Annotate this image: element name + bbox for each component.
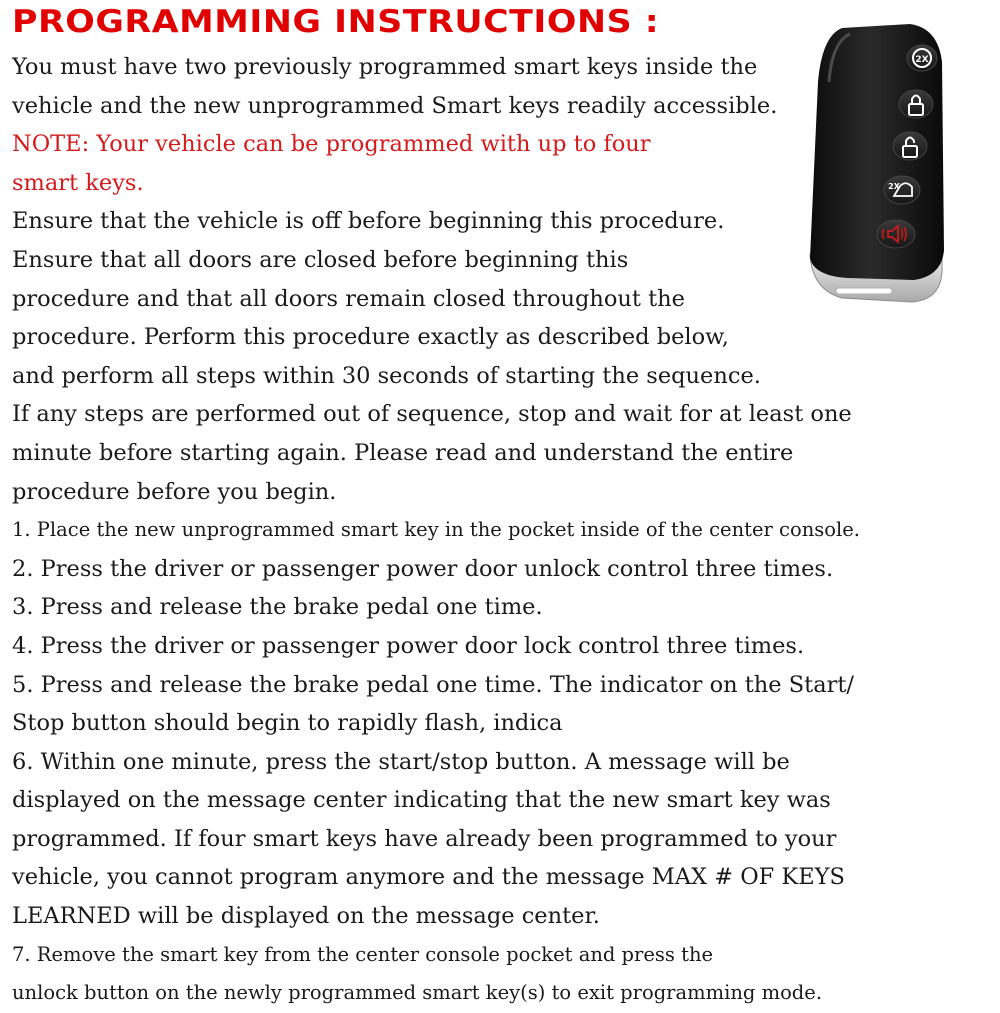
note-line-1: NOTE: Your vehicle can be programmed with up to four: [12, 131, 651, 158]
step-6-line-2: displayed on the message center indicating that the new smart key was: [12, 787, 831, 814]
step-6-line-5: LEARNED will be displayed on the message center.: [12, 903, 600, 930]
intro-line-1: You must have two previously programmed smart keys inside the: [12, 54, 758, 80]
step-6-line-3: programmed. If four smart keys have already been programmed to your: [12, 825, 837, 852]
svg-text:2X: 2X: [915, 55, 929, 65]
body-line-3: procedure and that all doors remain closed throughout the: [12, 285, 685, 312]
step-5-line-2: Stop button should begin to rapidly flash, indica: [12, 710, 563, 737]
step-2: 2. Press the driver or passenger power door unlock control three times.: [12, 555, 834, 582]
step-6-line-4: vehicle, you cannot program anymore and the message MAX # OF KEYS: [12, 864, 845, 891]
body-line-5: and perform all steps within 30 seconds of starting the sequence.: [12, 362, 761, 389]
step-1: 1. Place the new unprogrammed smart key in the pocket inside of the center console.: [12, 518, 860, 542]
intro-line-2: vehicle and the new unprogrammed Smart keys readily accessible.: [12, 92, 778, 119]
smart-key-fob-image: [802, 22, 952, 312]
svg-text:2X: 2X: [888, 182, 900, 191]
note-line-2: smart keys.: [12, 169, 144, 196]
remote-start-button: [907, 45, 937, 71]
trunk-button: [884, 176, 920, 204]
panic-button: [877, 220, 915, 248]
body-line-6: If any steps are performed out of sequence, stop and wait for at least one: [12, 401, 852, 428]
lock-button: [899, 90, 933, 118]
step-6-line-1: 6. Within one minute, press the start/stop button. A message will be: [12, 748, 790, 775]
body-line-8: procedure before you begin.: [12, 478, 337, 505]
body-line-7: minute before starting again. Please read and understand the entire: [12, 439, 794, 466]
body-line-1: Ensure that the vehicle is off before beginning this procedure.: [12, 208, 725, 235]
body-line-2: Ensure that all doors are closed before beginning this: [12, 246, 629, 273]
unlock-button: [893, 132, 927, 160]
step-7-line-1: 7. Remove the smart key from the center console pocket and press the: [12, 942, 714, 966]
instruction-title: PROGRAMMING INSTRUCTIONS :: [12, 4, 660, 40]
step-5-line-1: 5. Press and release the brake pedal one time. The indicator on the Start/: [12, 671, 855, 698]
step-3: 3. Press and release the brake pedal one time.: [12, 594, 543, 621]
key-slot-bottom: [836, 288, 892, 294]
body-line-4: procedure. Perform this procedure exactly as described below,: [12, 324, 729, 351]
step-4: 4. Press the driver or passenger power door lock control three times.: [12, 632, 805, 659]
step-7-line-2: unlock button on the newly programmed smart key(s) to exit programming mode.: [12, 981, 823, 1005]
